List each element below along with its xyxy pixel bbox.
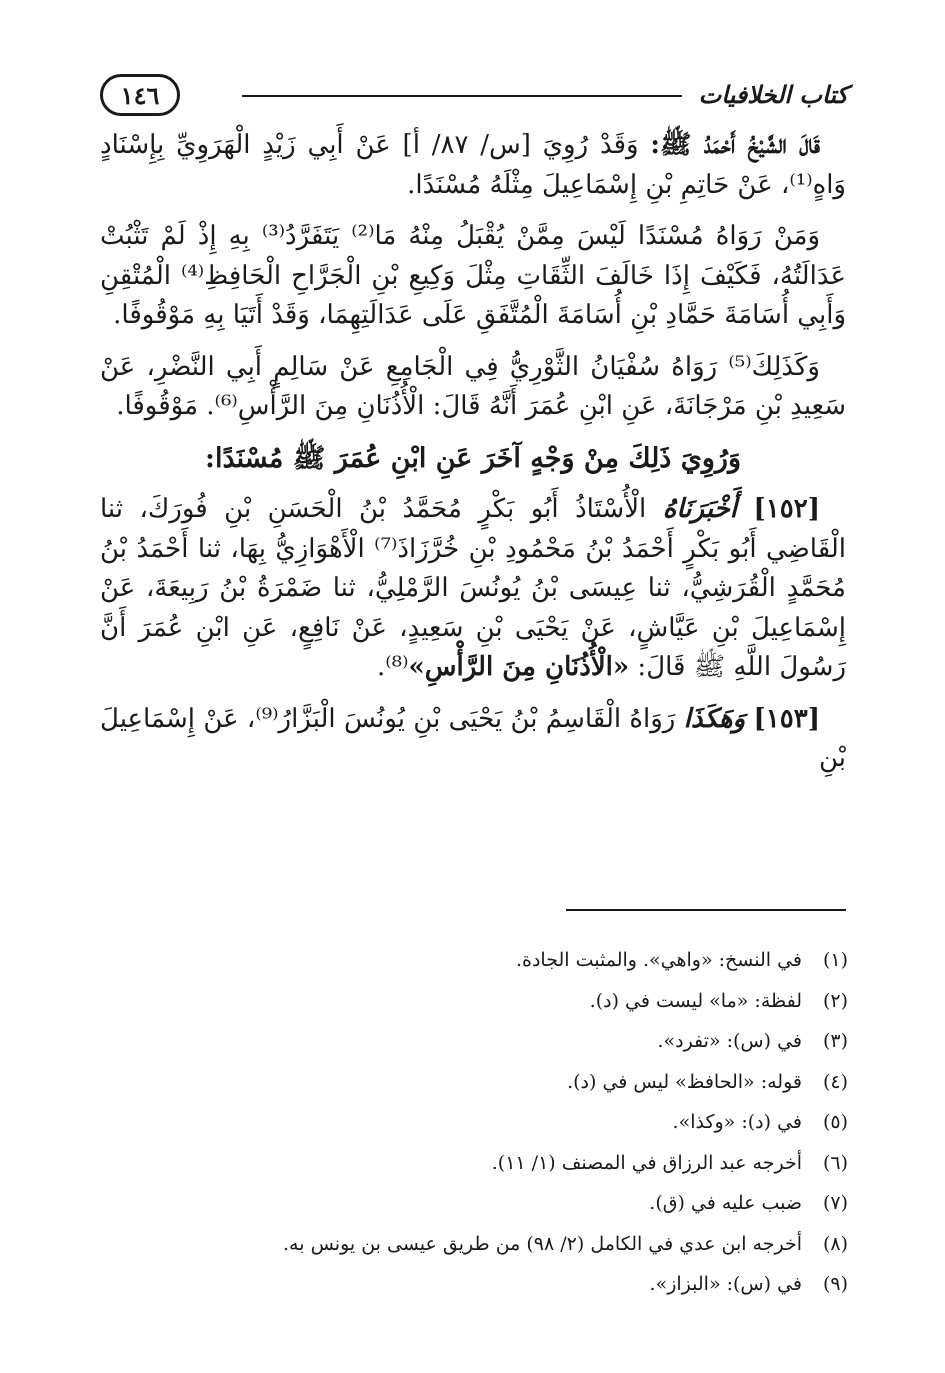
footnote-number: (١) [822, 949, 848, 971]
footnote-item [120, 1183, 848, 1224]
paragraph-2-text: وَمَنْ رَوَاهُ مُسْنَدًا لَيْسَ مِمَّنْ يُقْبَلُ مِنْهُ مَا⁽²⁾ يَتَفَرَّدُ⁽³⁾ بِهِ إِذْ لَمْ تَثْبُتْ عَدَالَتُهُ، فَكَيْفَ إِذَا خَالَفَ الثِّقَاتِ مِثْلَ وَكِيعِ بْنِ الْجَرَّاحِ الْحَافِظِ⁽⁴⁾ الْمُتْقِنِ وَأَبِي أُسَامَةَ حَمَّادِ بْنِ أُسَامَةَ الْمُتَّفَقِ عَلَى عَدَالَتِهِمَا، وَقَدْ أَتَيَا بِهِ مَوْقُوفًا. [100, 221, 846, 330]
footnote-number: (٥) [822, 1111, 848, 1133]
main-text [100, 126, 846, 791]
paragraph-1 [100, 126, 846, 205]
hadith-153-text: رَوَاهُ الْقَاسِمُ بْنُ يَحْيَى بْنِ يُونُسَ الْبَزَّارُ⁽⁹⁾، عَنْ إِسْمَاعِيلَ بْنِ [100, 703, 846, 773]
footnote-item [120, 1021, 848, 1062]
footnotes [120, 940, 848, 1305]
footnote-text: في (د): «وكذا». [672, 1111, 802, 1133]
hadith-152-quote: «الْأُذُنَانِ مِنَ الرَّأْسِ» [408, 652, 630, 682]
footnote-text: قوله: «الحافظ» ليس في (د). [567, 1070, 802, 1093]
page-number-badge: ١٤٦ [100, 74, 180, 116]
hadith-152-number: [١٥٢] [753, 494, 821, 524]
footnote-number: (٨) [822, 1232, 848, 1255]
footnote-number: (٢) [822, 989, 848, 1012]
footnote-item [120, 1264, 848, 1305]
hadith-152-lead: أَخْبَرَنَاهُ [662, 494, 738, 524]
footnote-text: أخرجه عبد الرزاق في المصنف (١/ ١١). [491, 1151, 802, 1174]
footnote-item [120, 1224, 848, 1265]
paragraph-3 [100, 348, 846, 427]
footnote-text: لفظة: «ما» ليست في (د). [589, 989, 802, 1012]
footnote-number: (٦) [822, 1151, 848, 1174]
footnote-text: في (س): «تفرد». [657, 1030, 802, 1052]
paragraph-3-text: وَكَذَلِكَ⁽⁵⁾ رَوَاهُ سُفْيَانُ الثَّوْرِيُّ فِي الْجَامِعِ عَنْ سَالِمٍ أَبِي النَّضْرِ، عَنْ سَعِيدِ بْنِ مَرْجَانَةَ، عَنِ ابْنِ عُمَرَ أَنَّهُ قَالَ: الْأُذُنَانِ مِنَ الرَّأْسِ⁽⁶⁾. مَوْقُوفًا. [100, 351, 846, 421]
hadith-152 [100, 490, 846, 688]
hadith-153-lead: وَهَكَذَا [683, 703, 746, 734]
hadith-153-number: [١٥٣] [753, 703, 821, 734]
footnote-number: (٤) [822, 1070, 848, 1093]
paragraph-1-text: وَقَدْ رُوِيَ [س/ ٨٧/ أ] عَنْ أَبِي زَيْدٍ الْهَرَوِيِّ بِإِسْنَادٍ وَاهٍ⁽¹⁾، عَنْ حَاتِمِ بْنِ إِسْمَاعِيلَ مِثْلَهُ مُسْنَدًا. [100, 130, 846, 200]
page-header [100, 74, 848, 124]
footnote-item [120, 1143, 848, 1184]
footnote-text: في (س): «البزاز». [649, 1273, 802, 1295]
footnote-text: في النسخ: «واهي». والمثبت الجادة. [515, 949, 802, 971]
footnote-number: (٣) [822, 1030, 848, 1052]
header-rule [242, 95, 682, 97]
footnote-item [120, 1062, 848, 1103]
hadith-152-text: الْأُسْتَاذُ أَبُو بَكْرٍ مُحَمَّدُ بْنُ الْحَسَنِ بْنِ فُورَكَ، ثنا الْقَاضِي أَبُو بَكْرٍ أَحْمَدُ بْنُ مَحْمُودِ بْنِ خُرَّزَاذَ⁽⁷⁾ الْأَهْوَازِيُّ بِهَا، ثنا أَحْمَدُ بْنُ مُحَمَّدٍ الْقُرَشِيُّ، ثنا عِيسَى بْنُ يُونُسَ الرَّمْلِيُّ، ثنا ضَمْرَةُ بْنُ رَبِيعَةَ، عَنْ إِسْمَاعِيلَ بْنِ عَيَّاشٍ، عَنْ يَحْيَى بْنِ سَعِيدٍ، عَنْ نَافِعٍ، عَنِ ابْنِ عُمَرَ أَنَّ رَسُولَ اللَّهِ ﷺ قَالَ: [100, 494, 846, 682]
hadith-153 [100, 700, 846, 779]
footnote-separator [566, 909, 846, 911]
section-subheading: وَرُوِيَ ذَلِكَ مِنْ وَجْهٍ آخَرَ عَنِ ابْنِ عُمَرَ ﷺ مُسْنَدًا: [205, 442, 741, 474]
paragraph-2 [100, 217, 846, 336]
footnote-item [120, 940, 848, 981]
footnote-number: (٩) [822, 1273, 848, 1295]
hadith-152-tail: ⁽⁸⁾. [377, 652, 409, 682]
footnote-number: (٧) [822, 1192, 848, 1214]
footnote-item [120, 981, 848, 1022]
book-title: كتاب الخلافيات [698, 80, 848, 109]
footnote-text: أخرجه ابن عدي في الكامل (٢/ ٩٨) من طريق عيسى بن يونس به. [283, 1232, 802, 1255]
footnote-text: ضبب عليه في (ق). [649, 1192, 802, 1214]
paragraph-1-lead: قَالَ الشَّيْخُ أَحْمَدُ ﷺ: [650, 130, 821, 160]
footnote-item [120, 1102, 848, 1143]
